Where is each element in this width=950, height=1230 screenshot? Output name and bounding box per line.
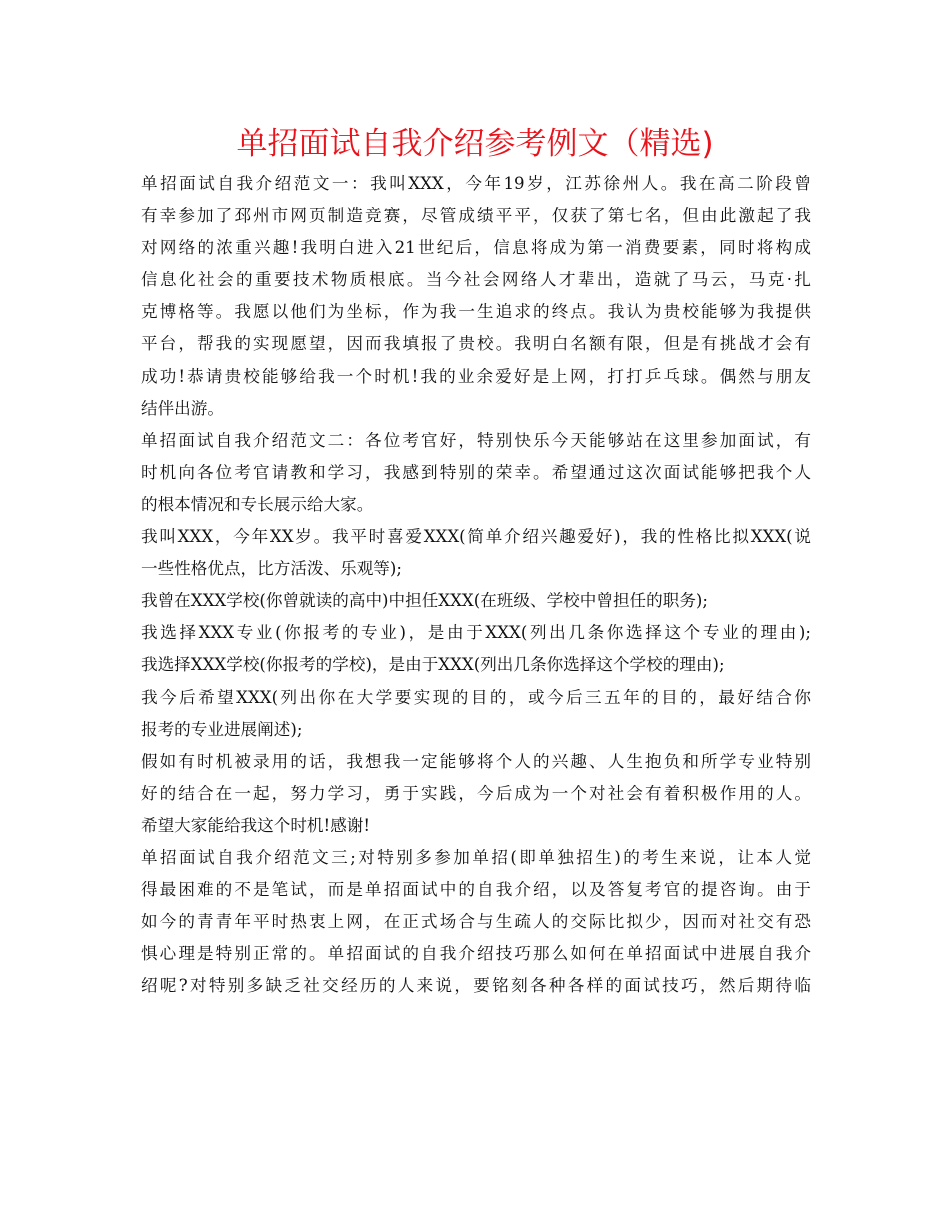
body-text-line: 惧心理是特别正常的。单招面试的自我介绍技巧那么如何在单招面试中进展自我介	[141, 944, 811, 964]
document-body	[141, 168, 811, 1002]
body-text-line: 信息化社会的重要技术物质根底。当今社会网络人才辈出，造就了马云，马克·扎	[141, 270, 811, 290]
body-text-line: 报考的专业进展阐述);	[141, 719, 303, 739]
body-text-line: 我叫XXX，今年XX岁。我平时喜爱XXX(简单介绍兴趣爱好)，我的性格比拟XXX(说	[141, 527, 811, 547]
body-text-line: 克博格等。我愿以他们为坐标，作为我一生追求的终点。我认为贵校能够为我提供	[141, 302, 811, 322]
body-text-line: 如今的青青年平时热衷上网，在正式场合与生疏人的交际比拟少，因而对社交有恐	[141, 912, 811, 932]
body-text-line: 成功!恭请贵校能够给我一个时机!我的业余爱好是上网，打打乒乓球。偶然与朋友	[141, 366, 811, 386]
body-text-line: 我今后希望XXX(列出你在大学要实现的目的，或今后三五年的目的，最好结合你	[141, 687, 811, 707]
body-text-line: 绍呢?对特别多缺乏社交经历的人来说，要铭刻各种各样的面试技巧，然后期待临	[141, 976, 811, 996]
body-text-line: 结伴出游。	[141, 398, 224, 418]
body-text-line: 单招面试自我介绍范文一：我叫XXX，今年19岁，江苏徐州人。我在高二阶段曾	[141, 174, 811, 193]
body-text-line: 得最困难的不是笔试，而是单招面试中的自我介绍，以及答复考官的提咨询。由于	[141, 880, 811, 900]
body-text-line: 单招面试自我介绍范文二：各位考官好，特别快乐今天能够站在这里参加面试，有	[141, 430, 811, 450]
body-text-line: 一些性格优点，比方活泼、乐观等);	[141, 559, 402, 579]
body-text-line: 时机向各位考官请教和学习，我感到特别的荣幸。希望通过这次面试能够把我个人	[141, 462, 811, 482]
body-text-line: 我选择XXX专业(你报考的专业)，是由于XXX(列出几条你选择这个专业的理由);	[141, 623, 811, 643]
body-text-line: 好的结合在一起，努力学习，勇于实践，今后成为一个对社会有着积极作用的人。	[141, 783, 811, 803]
body-text-line: 我选择XXX学校(你报考的学校)，是由于XXX(列出几条你选择这个学校的理由);	[141, 655, 725, 675]
document-title: 单招面试自我介绍参考例文（精选)	[236, 126, 714, 162]
body-text-line: 我曾在XXX学校(你曾就读的高中)中担任XXX(在班级、学校中曾担任的职务);	[141, 591, 708, 611]
body-text-line: 希望大家能给我这个时机!感谢!	[141, 815, 371, 835]
body-text-line: 平台，帮我的实现愿望，因而我填报了贵校。我明白名额有限，但是有挑战才会有	[141, 334, 811, 354]
body-text-line: 有幸参加了邳州市网页制造竞赛，尽管成绩平平，仅获了第七名，但由此激起了我	[141, 206, 811, 226]
body-text-line: 的根本情况和专长展示给大家。	[141, 494, 374, 514]
body-text-line: 单招面试自我介绍范文三;对特别多参加单招(即单独招生)的考生来说，让本人觉	[141, 847, 811, 867]
body-text-line: 对网络的浓重兴趣!我明白进入21世纪后，信息将成为第一消费要素，同时将构成	[141, 238, 811, 258]
body-text-line: 假如有时机被录用的话，我想我一定能够将个人的兴趣、人生抱负和所学专业特别	[141, 751, 811, 771]
